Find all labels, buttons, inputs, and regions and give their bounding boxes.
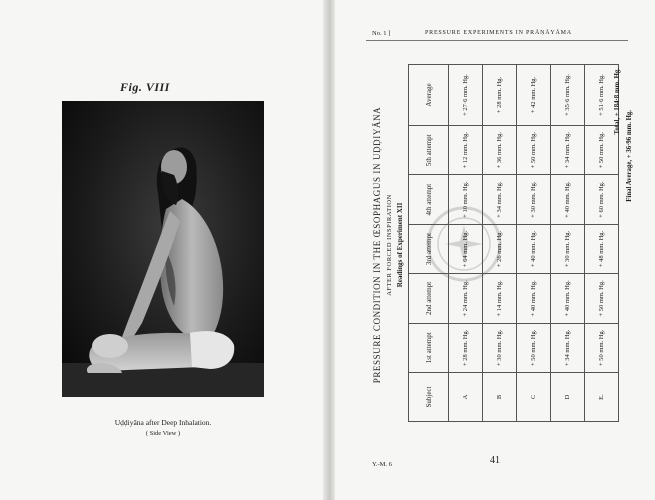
column-header: Average — [409, 65, 449, 126]
average-cell: + 27·6 mm. Hg. — [449, 65, 483, 126]
table-row — [551, 65, 585, 422]
subject-cell: B — [483, 373, 517, 422]
average-cell: + 51·6 mm. Hg. — [585, 65, 619, 126]
reading-cell: + 30 mm. Hg. — [483, 323, 517, 372]
reading-cell: + 50 mm. Hg. — [517, 323, 551, 372]
reading-cell: + 12 mm. Hg. — [449, 126, 483, 175]
table-row — [517, 65, 551, 422]
reading-cell: + 34 mm. Hg. — [551, 323, 585, 372]
reading-cell: + 50 mm. Hg. — [585, 274, 619, 323]
average-cell: + 42 mm. Hg. — [517, 65, 551, 126]
running-head: PRESSURE EXPERIMENTS IN PRĀṆĀYĀMA — [425, 30, 572, 36]
reading-cell: + 10 mm. Hg. — [449, 175, 483, 224]
reading-cell: + 64 mm. Hg. — [449, 224, 483, 273]
yoga-pose-photo — [62, 101, 264, 397]
reading-cell: + 40 mm. Hg. — [517, 224, 551, 273]
reading-cell: + 60 mm. Hg. — [585, 175, 619, 224]
column-header: 5th attempt — [409, 126, 449, 175]
signature-mark: Y.-M. 6 — [372, 461, 392, 468]
reading-cell: + 40 mm. Hg. — [517, 274, 551, 323]
table-title: PRESSURE CONDITION IN THE ŒSOPHAGUS IN UḌḌIYĀNA — [372, 106, 382, 384]
final-average-line: Final Average, + 36·96 mm. Hg. — [626, 110, 633, 202]
reading-cell: + 40 mm. Hg. — [551, 175, 585, 224]
column-header: 3rd attempt — [409, 224, 449, 273]
table-row — [483, 65, 517, 422]
reading-cell: + 14 mm. Hg. — [483, 274, 517, 323]
column-header: 2nd attempt — [409, 274, 449, 323]
reading-cell: + 30 mm. Hg. — [551, 224, 585, 273]
page-number: 41 — [490, 455, 500, 466]
reading-cell: + 50 mm. Hg. — [585, 126, 619, 175]
column-header: 1st attempt — [409, 323, 449, 372]
reading-cell: + 48 mm. Hg. — [585, 224, 619, 273]
reading-cell: + 50 mm. Hg. — [517, 126, 551, 175]
average-cell: + 35·6 mm. Hg. — [551, 65, 585, 126]
header-rule — [366, 40, 628, 41]
reading-cell: + 24 mm. Hg. — [449, 274, 483, 323]
figure-label: Fig. VIII — [120, 80, 170, 94]
reading-cell: + 34 mm. Hg. — [551, 126, 585, 175]
reading-cell: + 36 mm. Hg. — [483, 126, 517, 175]
column-header: 4th attempt — [409, 175, 449, 224]
pressure-readings-table — [408, 64, 619, 422]
subject-cell: C — [517, 373, 551, 422]
left-page — [0, 0, 323, 500]
reading-cell: + 40 mm. Hg. — [551, 274, 585, 323]
subject-cell: D — [551, 373, 585, 422]
reading-cell: + 30 mm. Hg. — [517, 175, 551, 224]
figure-caption-sub: ( Side View ) — [145, 430, 181, 437]
total-line: Total, + 184·8 mm. Hg. — [614, 68, 621, 135]
average-cell: + 28 mm. Hg. — [483, 65, 517, 126]
rotated-table-block — [372, 50, 632, 440]
seated-figure-illustration — [62, 101, 264, 397]
subject-cell: E. — [585, 373, 619, 422]
reading-cell: + 50 mm. Hg. — [585, 323, 619, 372]
column-header: Subject — [409, 373, 449, 422]
figure-caption: Uḍḍiyāna after Deep Inhalation. — [114, 418, 212, 427]
table-header-row — [409, 65, 449, 422]
table-row — [449, 65, 483, 422]
reading-cell: + 28 mm. Hg. — [449, 323, 483, 372]
reading-cell: + 26 mm. Hg. — [483, 224, 517, 273]
subject-cell: A — [449, 373, 483, 422]
header-number: No. 1 ] — [372, 30, 391, 37]
reading-cell: + 34 mm. Hg. — [483, 175, 517, 224]
table-heading: Readings of Experiment XII — [396, 202, 404, 288]
book-gutter — [323, 0, 335, 500]
table-subtitle: AFTER FORCED INSPIRATION — [386, 194, 393, 296]
